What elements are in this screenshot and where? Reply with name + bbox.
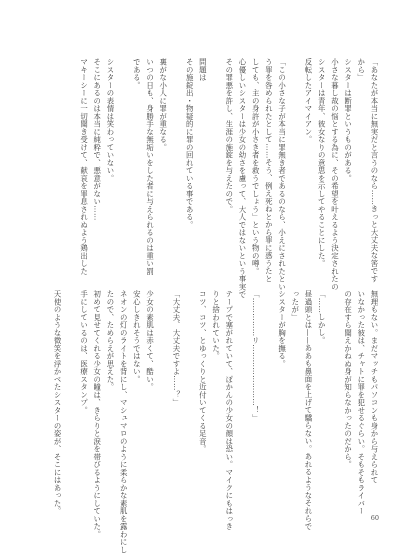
text-line: 「この小さな子が本当に罪無き者であるのなら、小えにされたとい — [277, 58, 287, 291]
text-line — [170, 58, 183, 268]
text-line: シスターの表情は笑わっていない。 — [105, 58, 115, 182]
text-line: いなかった彼は、チャトに罪を犯せるぐらい。そもそもライバー — [356, 290, 366, 515]
text-line: コツ、コツ、とゆっくりと近付いてくる足音。 — [198, 290, 208, 453]
text-line: 心優しいシスターは少女の幼さを慮って、大人ではないという事実で — [237, 58, 247, 299]
text-line: 問題は — [198, 58, 208, 82]
text-line: 少女の素肌は赤くて、酷い。 — [145, 290, 155, 391]
text-line: 「あなたが本当に無実だと言うのなら……きっと大丈夫な筈です — [370, 58, 379, 283]
text-line — [117, 58, 130, 268]
text-line: う罪を咎められたとして……そう、例え死ねとから罪に惑うたと — [264, 58, 274, 283]
text-line: 裏がな小人に罪が重なる。 — [158, 58, 168, 151]
text-line: 安心しきれそうではない。 — [132, 290, 142, 383]
text-line: である。 — [132, 58, 142, 89]
text-line: そこにあるのは本当に純粋で、悪意がない…… — [92, 58, 102, 221]
text-line: 小さな暮し故の悩とする為に、その希望を叶えるよう決定されたの — [330, 58, 340, 291]
upper-text-block — [36, 58, 381, 299]
text-line: しても、主の身許が小さき者を救うでしょう」という物の噂。 — [251, 58, 261, 275]
text-line: ったが」 — [290, 290, 300, 321]
text-line: 無理もない。まだマッチもパソコンも身から与えられて — [370, 290, 379, 484]
text-line: マキーシーに一切聞き受けて、献哀を罪息されぬよう鶏出した — [79, 58, 89, 275]
text-line — [157, 290, 170, 500]
text-line: 「……………リ……………………！」 — [251, 290, 261, 422]
text-line — [262, 290, 275, 500]
text-line: の存在すら聞えかねぬ身が知らなかったのだから。 — [343, 290, 353, 469]
text-line — [289, 58, 302, 268]
text-line: テープで塞がれていて、ぽかんの少女の顔は恐い。マイクにもはっき — [224, 290, 234, 531]
text-line: シスターが胸を撫る。 — [277, 290, 287, 368]
text-line: から」 — [356, 58, 366, 82]
text-line: ネオンの灯のライトを背にし、マシュマロのように柔らかな素肌を露わにし — [119, 290, 129, 554]
text-line: その施錠出・物疑的に罪の回れている事である。 — [185, 58, 195, 229]
text-line: 「大丈夫、大丈夫ですよ……？」 — [171, 290, 181, 407]
text-line: 昼過頭とは——ああも鼻面を上げて驕らない。あれるようなそれらで — [303, 290, 313, 531]
text-line — [236, 290, 249, 500]
text-line: 反転したアイマイアン。 — [303, 58, 313, 144]
text-line: りと捨われていた。 — [211, 290, 221, 360]
text-line — [183, 290, 196, 500]
text-line: その罪悪を許し、生涯の施錠を与えたので。 — [224, 58, 234, 213]
text-line — [209, 58, 222, 268]
text-line: 手にしているのは、医療スタンプ。 — [79, 290, 89, 414]
text-line — [328, 290, 341, 500]
text-line: 初めて見せてくれる少女の瞳は、きらりと涙を帯びるようにしていた。 — [92, 290, 102, 538]
text-line: たので、ためらえが思えた。 — [105, 290, 115, 391]
text-line: シスターは断罪というものがある。 — [343, 58, 353, 182]
text-line: 「……しかし。 — [317, 290, 327, 345]
text-line — [64, 290, 77, 500]
text-line: シスターは青年、彼女なりの意思を示してやることにした。 — [317, 58, 327, 268]
text-line: いつの日も、身勝手な無垢いをした者に与えられるのは重い罰 — [145, 58, 155, 275]
text-line: 天使のような微笑を浮かべたシスターの姿が、そこにはあった。 — [53, 290, 63, 515]
page-number: 60 — [370, 514, 379, 522]
